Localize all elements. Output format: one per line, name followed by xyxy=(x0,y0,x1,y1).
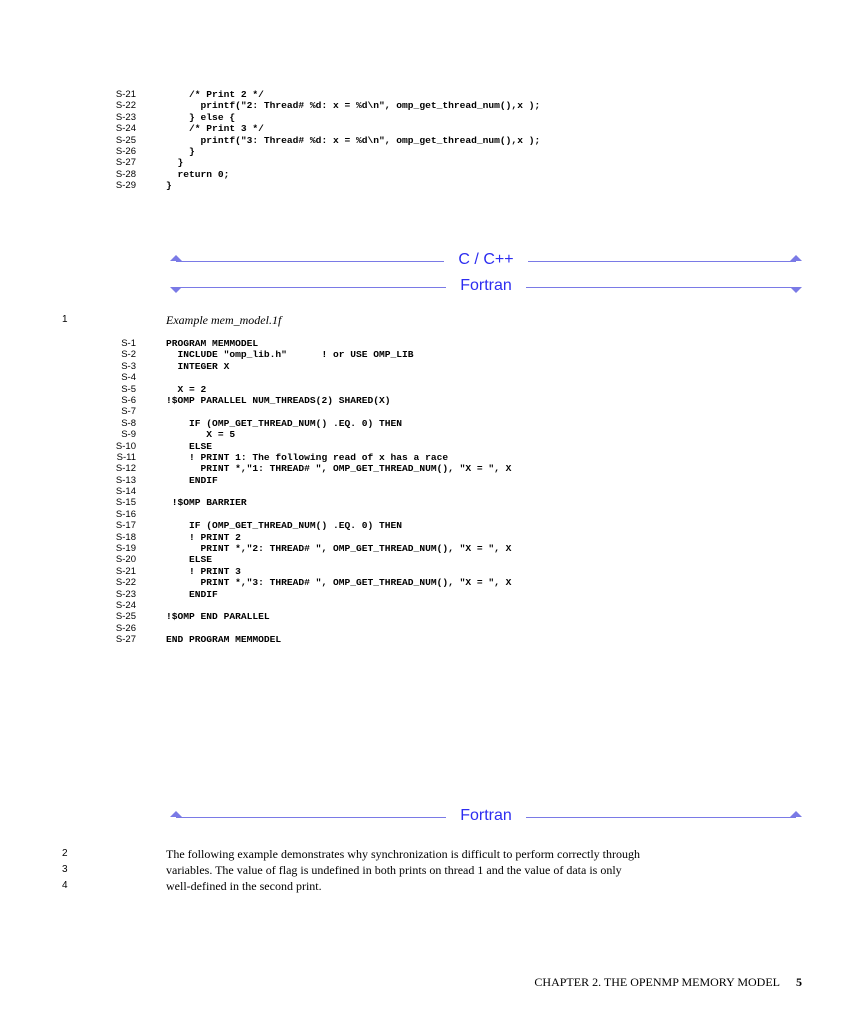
code-line-text: PROGRAM MEMMODEL xyxy=(166,338,259,349)
line-number: 4 xyxy=(62,880,68,891)
code-line xyxy=(0,577,864,588)
code-line-number: S-4 xyxy=(121,372,136,384)
code-line-text: INCLUDE "omp_lib.h" ! or USE OMP_LIB xyxy=(166,349,414,361)
code-line-number: S-16 xyxy=(115,508,136,520)
code-line-number: S-27 xyxy=(115,157,136,169)
example-caption xyxy=(0,312,864,328)
code-line xyxy=(0,532,864,543)
code-line-number: S-5 xyxy=(121,383,136,395)
code-line xyxy=(0,395,864,406)
code-line-text: /* Print 3 */ xyxy=(166,123,264,135)
code-line-number: S-13 xyxy=(115,474,136,486)
code-line-number: S-7 xyxy=(121,406,136,418)
paragraph-line xyxy=(0,862,864,878)
code-line xyxy=(0,123,864,134)
code-line-number: S-28 xyxy=(115,168,136,180)
code-line-number: S-3 xyxy=(121,360,136,372)
code-line xyxy=(0,623,864,634)
code-line-text: !$OMP END PARALLEL xyxy=(166,611,270,623)
code-line-number: S-18 xyxy=(115,531,136,543)
code-line-number: S-22 xyxy=(115,577,136,589)
code-line-number: S-25 xyxy=(115,134,136,146)
code-line-text: !$OMP BARRIER xyxy=(166,497,247,509)
code-line-text: IF (OMP_GET_THREAD_NUM() .EQ. 0) THEN xyxy=(166,520,403,532)
c-cpp-end-divider xyxy=(170,251,802,268)
code-line-number: S-29 xyxy=(115,180,136,192)
code-line xyxy=(0,418,864,429)
code-line-number: S-17 xyxy=(115,520,136,532)
line-number: 3 xyxy=(62,864,68,875)
fortran-end-divider xyxy=(170,807,802,824)
code-line xyxy=(0,611,864,622)
code-line xyxy=(0,452,864,463)
code-block-c xyxy=(0,89,864,192)
code-line-text: printf("2: Thread# %d: x = %d\n", omp_get_thread_num(),x ); xyxy=(166,100,541,112)
code-line xyxy=(0,406,864,417)
code-line xyxy=(0,338,864,349)
divider-label: Fortran xyxy=(446,807,526,824)
paragraph-text: well-defined in the second print. xyxy=(166,879,322,893)
code-line-number: S-27 xyxy=(115,634,136,646)
code-line-text: } xyxy=(166,145,195,157)
code-line xyxy=(0,441,864,452)
code-line-number: S-24 xyxy=(115,599,136,611)
code-line xyxy=(0,361,864,372)
code-line-number: S-9 xyxy=(121,429,136,441)
code-line xyxy=(0,554,864,565)
code-line-text: IF (OMP_GET_THREAD_NUM() .EQ. 0) THEN xyxy=(166,417,403,429)
code-line-text: X = 2 xyxy=(166,383,207,395)
page-number: 5 xyxy=(796,975,802,989)
code-line-number: S-11 xyxy=(116,451,136,463)
code-line xyxy=(0,100,864,111)
code-line xyxy=(0,475,864,486)
code-line-number: S-25 xyxy=(115,611,136,623)
code-line-text: } xyxy=(166,180,172,192)
code-line xyxy=(0,486,864,497)
paragraph-line xyxy=(0,846,864,862)
code-line xyxy=(0,589,864,600)
code-line-text: PRINT *,"2: THREAD# ", OMP_GET_THREAD_NUM(), "X = ", X xyxy=(166,543,512,555)
code-line xyxy=(0,600,864,611)
caption-text: Example mem_model.1f xyxy=(166,313,282,327)
code-line-number: S-21 xyxy=(115,89,136,100)
chapter-title: CHAPTER 2. THE OPENMP MEMORY MODEL xyxy=(534,975,780,989)
code-line-text: printf("3: Thread# %d: x = %d\n", omp_get_thread_num(),x ); xyxy=(166,134,541,146)
code-line-text: ! PRINT 3 xyxy=(166,565,241,577)
code-line-text: ! PRINT 1: The following read of x has a race xyxy=(166,451,449,463)
fortran-begin-divider xyxy=(170,277,802,294)
code-line-number: S-6 xyxy=(121,394,136,406)
line-number: 1 xyxy=(62,314,68,325)
code-line-text: PRINT *,"3: THREAD# ", OMP_GET_THREAD_NUM(), "X = ", X xyxy=(166,577,512,589)
code-line-text: END PROGRAM MEMMODEL xyxy=(166,634,282,646)
code-line-number: S-19 xyxy=(115,543,136,555)
code-line xyxy=(0,543,864,554)
code-line xyxy=(0,509,864,520)
code-line xyxy=(0,634,864,645)
code-line-number: S-24 xyxy=(115,123,136,135)
code-line xyxy=(0,349,864,360)
code-line-number: S-15 xyxy=(115,497,136,509)
code-line xyxy=(0,157,864,168)
code-line xyxy=(0,89,864,100)
code-line-number: S-10 xyxy=(115,440,136,452)
code-line-number: S-26 xyxy=(115,145,136,157)
code-line-text: INTEGER X xyxy=(166,360,230,372)
code-line-number: S-12 xyxy=(115,463,136,475)
code-line xyxy=(0,384,864,395)
code-line xyxy=(0,169,864,180)
code-line-text: PRINT *,"1: THREAD# ", OMP_GET_THREAD_NUM(), "X = ", X xyxy=(166,463,512,475)
code-line xyxy=(0,520,864,531)
code-line xyxy=(0,180,864,191)
code-block-fortran xyxy=(0,338,864,646)
paragraph-line xyxy=(0,878,864,894)
code-line xyxy=(0,463,864,474)
paragraph-text: The following example demonstrates why synchronization is difficult to perform correctly through xyxy=(166,847,640,861)
code-line-number: S-23 xyxy=(115,588,136,600)
code-line-number: S-23 xyxy=(115,111,136,123)
code-line-number: S-22 xyxy=(115,100,136,112)
code-line-text: ! PRINT 2 xyxy=(166,531,241,543)
code-line-text: !$OMP PARALLEL NUM_THREADS(2) SHARED(X) xyxy=(166,394,391,406)
code-line-number: S-1 xyxy=(121,338,136,349)
code-line-text: ENDIF xyxy=(166,588,218,600)
code-line-text: } else { xyxy=(166,111,236,123)
code-line xyxy=(0,497,864,508)
line-number: 2 xyxy=(62,848,68,859)
page-footer xyxy=(0,974,864,990)
code-line xyxy=(0,112,864,123)
code-line-text: return 0; xyxy=(166,168,230,180)
divider-label: Fortran xyxy=(446,277,526,294)
divider-label: C / C++ xyxy=(444,251,527,268)
code-line xyxy=(0,429,864,440)
paragraph-text: variables. The value of flag is undefined in both prints on thread 1 and the value of data is only xyxy=(166,863,622,877)
code-line-number: S-20 xyxy=(115,554,136,566)
code-line xyxy=(0,372,864,383)
code-line-text: /* Print 2 */ xyxy=(166,89,264,100)
code-line xyxy=(0,135,864,146)
code-line-number: S-26 xyxy=(115,622,136,634)
code-line xyxy=(0,566,864,577)
code-line-number: S-21 xyxy=(115,565,136,577)
code-line-text: X = 5 xyxy=(166,429,236,441)
code-line-number: S-8 xyxy=(121,417,136,429)
code-line xyxy=(0,146,864,157)
code-line-number: S-14 xyxy=(115,486,136,498)
code-line-text: } xyxy=(166,157,184,169)
code-line-number: S-2 xyxy=(121,349,136,361)
code-line-text: ELSE xyxy=(166,554,213,566)
code-line-text: ENDIF xyxy=(166,474,218,486)
code-line-text: ELSE xyxy=(166,440,213,452)
